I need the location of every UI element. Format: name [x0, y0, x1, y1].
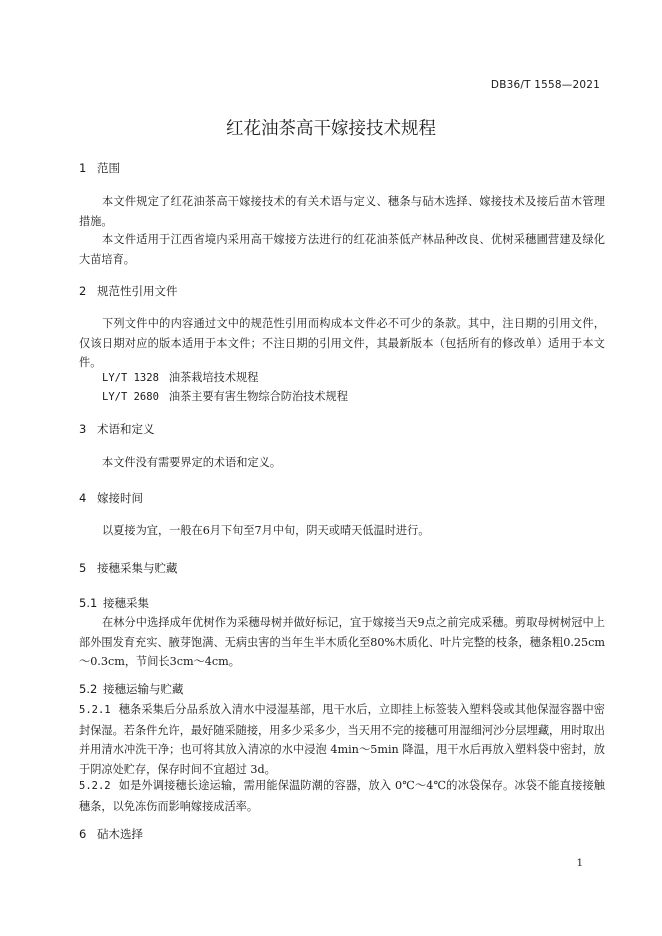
section-heading-6 — [79, 826, 143, 842]
paragraph: 本文件适用于江西省境内采用高干嫁接方法进行的红花油茶低产林品种改良、优树采穗圃营建及绿化大苗培育。 — [79, 233, 605, 266]
standard-number: DB36/T 1558—2021 — [490, 79, 600, 91]
clause-number: 5.2.2 — [79, 780, 111, 792]
section-heading-1 — [79, 160, 120, 176]
document-title: 红花油茶高干嫁接技术规程 — [226, 119, 436, 139]
clause-number: 5.2.1 — [79, 704, 111, 716]
reference-item — [102, 369, 258, 385]
clause-5-2-2 — [79, 776, 605, 816]
section-number: 5 — [79, 561, 87, 575]
section-number: 1 — [79, 161, 87, 175]
section-title: 嫁接时间 — [97, 491, 143, 505]
paragraph: 以夏接为宜，一般在6月下旬至7月中旬，阴天或晴天低温时进行。 — [102, 524, 430, 537]
section-number: 4 — [79, 491, 87, 505]
subsection-title: 接穗采集 — [103, 596, 149, 610]
reference-code: LY/T 2680 — [102, 391, 159, 403]
section-number: 3 — [79, 422, 87, 436]
paragraph: 在林分中选择成年优树作为采穗母树并做好标记，宜于嫁接当天9点之前完成采穗。剪取母树树冠中上部外围发育充实、腋芽饱满、无病虫害的当年生半木质化至80%木质化、叶片完整的枝条，穗条粗0.25cm～0.3cm，节间长3cm～4cm。 — [79, 616, 605, 668]
page-number: 1 — [576, 858, 583, 869]
subsection-number: 5.2 — [79, 682, 98, 696]
clause-text: 如是外调接穗长途运输，需用能保温防潮的容器，放入 0℃～4℃的冰袋保存。冰袋不能直接接触穗条，以免冻伤而影响嫁接成活率。 — [79, 779, 605, 813]
paragraph: 下列文件中的内容通过文中的规范性引用而构成本文件必不可少的条款。其中，注日期的引用文件，仅该日期对应的版本适用于本文件；不注日期的引用文件，其最新版本（包括所有的修改单）适用于本文件。 — [79, 317, 605, 369]
section-heading-4 — [79, 490, 143, 506]
clause-5-2-1 — [79, 700, 605, 779]
reference-name: 油茶栽培技术规程 — [168, 371, 259, 384]
subsection-heading-5-1 — [79, 595, 149, 611]
section-title: 规范性引用文件 — [97, 284, 178, 298]
reference-name: 油茶主要有害生物综合防治技术规程 — [168, 390, 348, 403]
clause-text: 穗条采集后分品系放入清水中浸湿基部，甩干水后，立即挂上标签装入塑料袋或其他保湿容器中密封保湿。若条件允许，最好随采随接，用多少采多少，当天用不完的接穗可用湿细河沙分层埋藏，用时取出并用清水冲洗干净；也可将其放入清凉的水中浸泡 4min～5min 降温，甩干水后再放入塑料袋中密封，放于阴凉处贮存，保存时间不宜超过 3d。 — [79, 703, 605, 776]
subsection-number: 5.1 — [79, 596, 98, 610]
section-number: 2 — [79, 284, 87, 298]
section-heading-5 — [79, 560, 178, 576]
paragraph: 本文件没有需要界定的术语和定义。 — [102, 456, 282, 469]
section-title: 接穗采集与贮藏 — [97, 561, 178, 575]
section-title: 术语和定义 — [97, 422, 155, 436]
section-title: 范围 — [97, 161, 120, 175]
reference-code: LY/T 1328 — [102, 372, 159, 384]
section-heading-3 — [79, 421, 155, 437]
reference-item — [102, 388, 348, 404]
section-heading-2 — [79, 283, 178, 299]
section-number: 6 — [79, 827, 87, 841]
paragraph: 本文件规定了红花油茶高干嫁接技术的有关术语与定义、穗条与砧木选择、嫁接技术及接后苗木管理措施。 — [79, 195, 605, 228]
section-title: 砧木选择 — [97, 827, 143, 841]
subsection-heading-5-2 — [79, 681, 184, 697]
subsection-title: 接穗运输与贮藏 — [103, 682, 184, 696]
